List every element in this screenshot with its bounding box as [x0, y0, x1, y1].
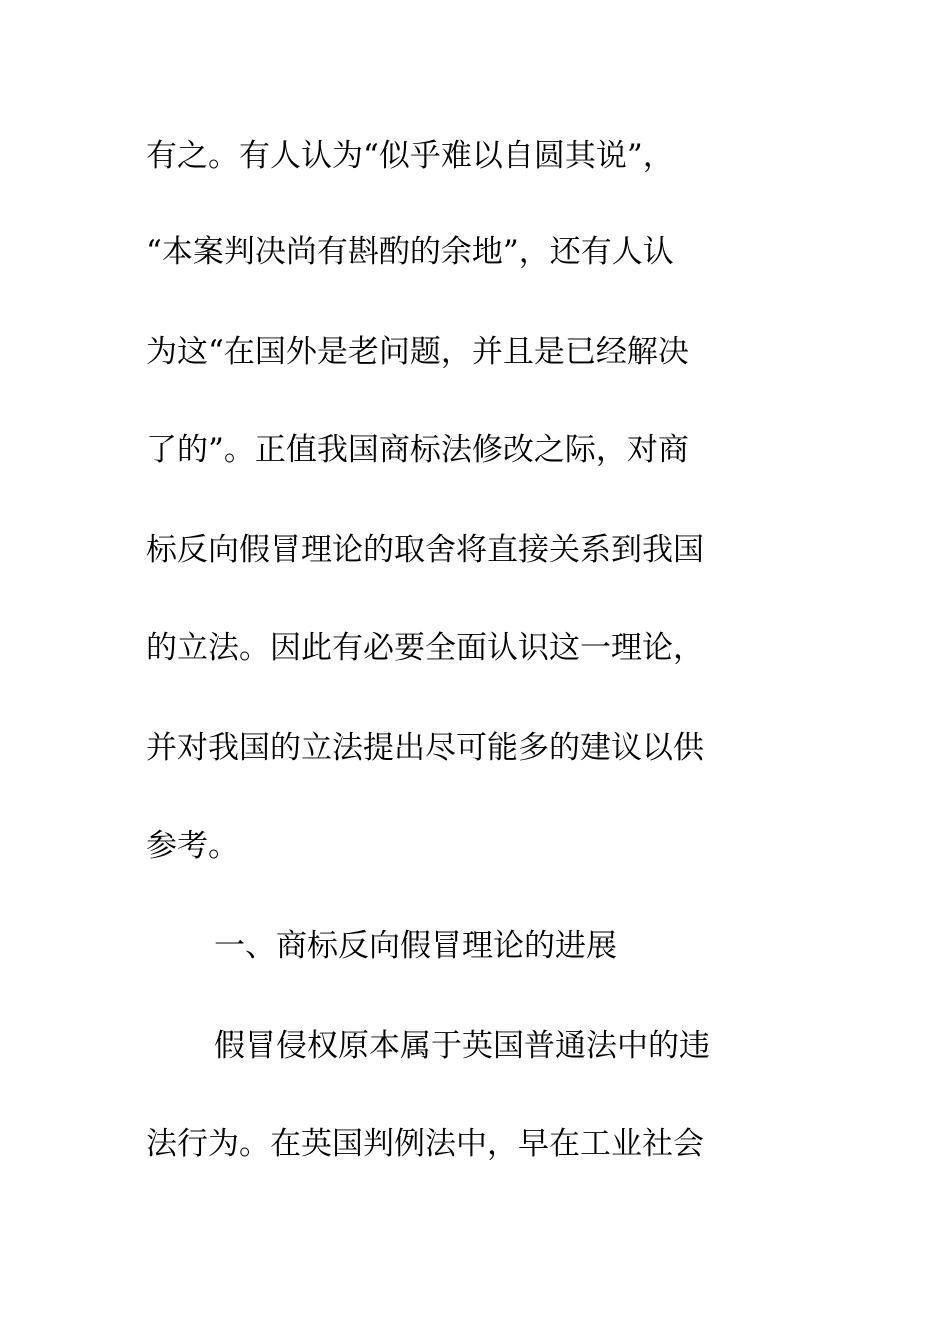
text-line-1: 有之。有人认为“似乎难以自圆其说”， [146, 138, 674, 174]
text-line-2: “本案判决尚有斟酌的余地”，还有人认 [146, 234, 674, 270]
text-line-6: 的立法。因此有必要全面认识这一理论， [146, 630, 704, 666]
text-line-3: 为这“在国外是老问题，并且是已经解决 [146, 334, 689, 370]
text-line-5: 标反向假冒理论的取舍将直接关系到我国 [146, 532, 704, 568]
text-line-7: 并对我国的立法提出尽可能多的建议以供 [146, 730, 704, 766]
section-heading: 一、商标反向假冒理论的进展 [214, 928, 617, 964]
text-line-4: 了的”。正值我国商标法修改之际，对商 [146, 432, 689, 468]
text-line-8: 参考。 [146, 828, 239, 864]
text-line-11: 法行为。在英国判例法中，早在工业社会 [146, 1126, 704, 1162]
paragraph-first-line: 假冒侵权原本属于英国普通法中的违 [214, 1028, 710, 1064]
